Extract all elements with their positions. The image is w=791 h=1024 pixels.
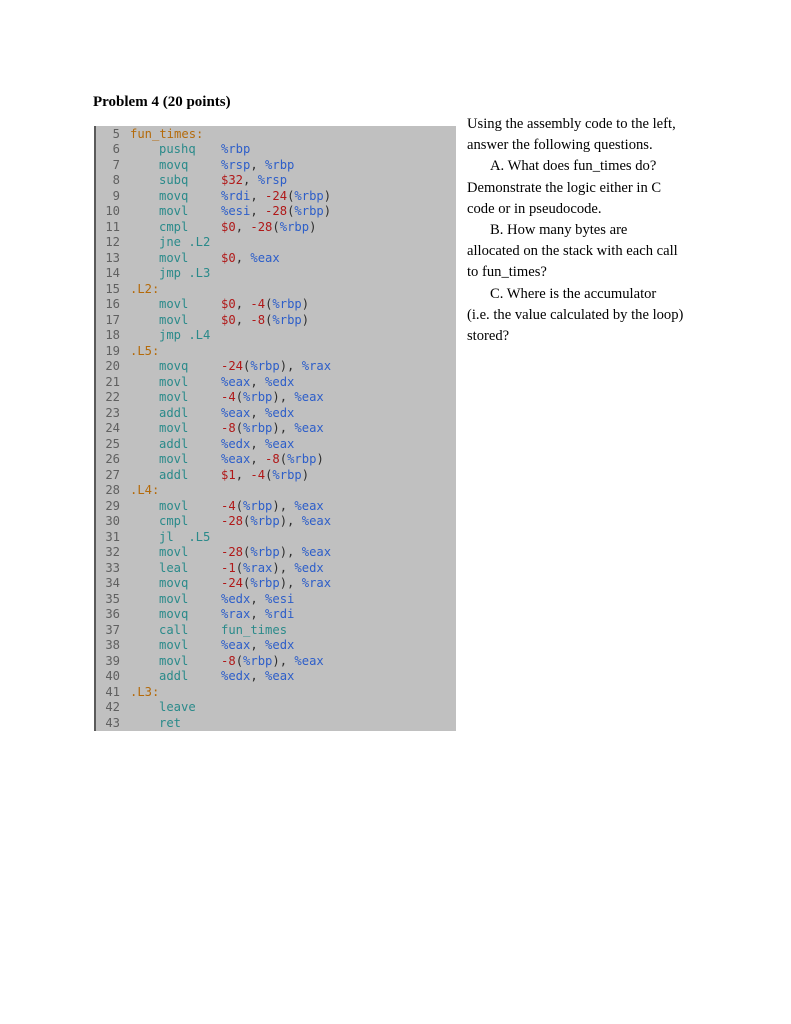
line-number: 18 [105,328,120,342]
code-line [96,545,456,561]
instruction-mnemonic: addl [159,436,189,451]
code-line [96,669,456,685]
code-line [96,623,456,639]
instruction-mnemonic: jmp .L4 [159,328,211,342]
question-a-line: A. What does fun_times do? [490,158,657,175]
instruction-mnemonic: movl [159,545,189,559]
instruction-operands: %rbp [221,142,251,156]
instruction-operands: %esi, -28(%rbp) [221,204,332,218]
instruction-mnemonic: movl [159,312,189,327]
line-number: 28 [105,483,120,497]
instruction-operands: -4(%rbp), %eax [221,498,324,513]
code-line [96,328,456,344]
code-line [96,437,456,453]
instruction-operands: %rsp, %rbp [221,157,295,172]
line-number: 33 [105,560,120,575]
instruction-operands: -1(%rax), %edx [221,560,324,575]
instruction-operands: -8(%rbp), %eax [221,653,324,668]
instruction-mnemonic: movl [159,204,189,218]
questions-text [467,114,717,347]
instruction-operands: -28(%rbp), %eax [221,514,332,528]
code-line [96,297,456,313]
line-number: 14 [105,266,120,280]
line-number: 9 [112,188,120,203]
line-number: 23 [105,405,120,420]
question-b-line: allocated on the stack with each call [467,243,678,260]
code-line [96,344,456,360]
instruction-operands: %rdi, -24(%rbp) [221,188,332,203]
instruction-operands: $0, -8(%rbp) [221,312,310,327]
code-line [96,607,456,623]
question-b-line: B. How many bytes are [490,222,628,239]
code-line [96,638,456,654]
question-a-line: code or in pseudocode. [467,200,602,217]
instruction-mnemonic: addl [159,467,189,482]
question-b-line: to fun_times? [467,264,547,281]
code-line [96,716,456,732]
instruction-mnemonic: movq [159,157,189,172]
line-number: 43 [105,715,120,730]
instruction-mnemonic: pushq [159,142,196,156]
code-line [96,483,456,499]
line-number: 20 [105,359,120,373]
code-line [96,142,456,158]
instruction-operands: %edx, %esi [221,591,295,606]
instruction-mnemonic: leal [159,560,189,575]
instruction-mnemonic: movl [159,250,189,265]
line-number: 17 [105,312,120,327]
line-number: 38 [105,638,120,652]
code-line [96,127,456,143]
code-line [96,452,456,468]
instruction-operands: -24(%rbp), %rax [221,359,332,373]
code-label: .L3: [130,684,160,699]
code-line [96,576,456,592]
instruction-operands: -28(%rbp), %eax [221,545,332,559]
line-number: 13 [105,250,120,265]
instruction-mnemonic: movl [159,638,189,652]
instruction-mnemonic: movl [159,374,189,389]
line-number: 40 [105,669,120,683]
instruction-operands: %rax, %rdi [221,607,295,621]
instruction-mnemonic: addl [159,669,189,683]
line-number: 11 [105,219,120,234]
line-number: 5 [112,126,120,141]
instruction-mnemonic: addl [159,405,189,420]
instruction-mnemonic: jne .L2 [159,235,211,249]
instruction-mnemonic: movq [159,188,189,203]
line-number: 42 [105,700,120,714]
code-line [96,266,456,282]
instruction-operands: fun_times [221,622,288,637]
code-label: .L5: [130,343,160,358]
instruction-operands: $1, -4(%rbp) [221,467,310,482]
code-line [96,313,456,329]
line-number: 8 [112,173,120,187]
instruction-mnemonic: cmpl [159,219,189,234]
line-number: 7 [112,157,120,172]
line-number: 19 [105,343,120,358]
line-number: 36 [105,607,120,621]
line-number: 35 [105,591,120,606]
line-number: 34 [105,576,120,590]
instruction-mnemonic: leave [159,700,196,714]
question-a-line: Demonstrate the logic either in C [467,179,662,196]
line-number: 26 [105,452,120,466]
instruction-mnemonic: movl [159,591,189,606]
question-c-line: (i.e. the value calculated by the loop) [467,306,684,323]
code-line [96,158,456,174]
code-line [96,220,456,236]
code-line [96,421,456,437]
instruction-mnemonic: ret [159,715,182,730]
line-number: 41 [105,684,120,699]
instruction-mnemonic: movl [159,390,189,404]
instruction-operands: %eax, %edx [221,374,295,389]
code-line [96,530,456,546]
code-line [96,654,456,670]
code-label: .L4: [130,483,160,497]
line-number: 16 [105,297,120,311]
line-number: 15 [105,281,120,296]
instruction-mnemonic: cmpl [159,514,189,528]
instruction-mnemonic: subq [159,173,189,187]
code-line [96,359,456,375]
code-line [96,282,456,298]
instruction-operands: $32, %rsp [221,173,288,187]
instruction-operands: %eax, %edx [221,405,295,420]
assembly-code-panel [94,126,456,731]
line-number: 39 [105,653,120,668]
instruction-operands: -8(%rbp), %eax [221,421,324,435]
line-number: 6 [112,142,120,156]
line-number: 22 [105,390,120,404]
instruction-mnemonic: movq [159,576,189,590]
code-line [96,685,456,701]
intro-line: answer the following questions. [467,137,653,154]
instruction-operands: $0, -4(%rbp) [221,297,310,311]
instruction-operands: $0, -28(%rbp) [221,219,317,234]
code-line [96,561,456,577]
instruction-operands: -24(%rbp), %rax [221,576,332,590]
code-line [96,592,456,608]
code-line [96,390,456,406]
line-number: 24 [105,421,120,435]
line-number: 27 [105,467,120,482]
line-number: 29 [105,498,120,513]
problem-title: Problem 4 (20 points) [93,94,231,110]
instruction-operands: %eax, -8(%rbp) [221,452,324,466]
code-line [96,204,456,220]
line-number: 37 [105,622,120,637]
instruction-operands: %eax, %edx [221,638,295,652]
instruction-mnemonic: movl [159,653,189,668]
line-number: 32 [105,545,120,559]
code-line [96,406,456,422]
instruction-mnemonic: movl [159,498,189,513]
line-number: 25 [105,436,120,451]
instruction-mnemonic: movl [159,421,189,435]
line-number: 10 [105,204,120,218]
instruction-mnemonic: movq [159,359,189,373]
code-line [96,700,456,716]
code-line [96,375,456,391]
line-number: 21 [105,374,120,389]
code-line [96,173,456,189]
instruction-operands: -4(%rbp), %eax [221,390,324,404]
instruction-mnemonic: movl [159,452,189,466]
code-line [96,235,456,251]
code-label: .L2: [130,281,160,296]
code-label: fun_times: [130,126,204,141]
instruction-operands: %edx, %eax [221,436,295,451]
instruction-operands: $0, %eax [221,250,280,265]
line-number: 12 [105,235,120,249]
code-line [96,514,456,530]
instruction-mnemonic: jl .L5 [159,529,211,544]
code-line [96,251,456,267]
line-number: 31 [105,529,120,544]
instruction-mnemonic: movl [159,297,189,311]
instruction-mnemonic: jmp .L3 [159,266,211,280]
code-line [96,468,456,484]
question-c-line: stored? [467,328,510,345]
intro-line: Using the assembly code to the left, [467,116,676,132]
line-number: 30 [105,514,120,528]
code-line [96,499,456,515]
question-c-line: C. Where is the accumulator [490,285,657,302]
instruction-mnemonic: call [159,622,189,637]
code-line [96,189,456,205]
instruction-mnemonic: movq [159,607,189,621]
instruction-operands: %edx, %eax [221,669,295,683]
